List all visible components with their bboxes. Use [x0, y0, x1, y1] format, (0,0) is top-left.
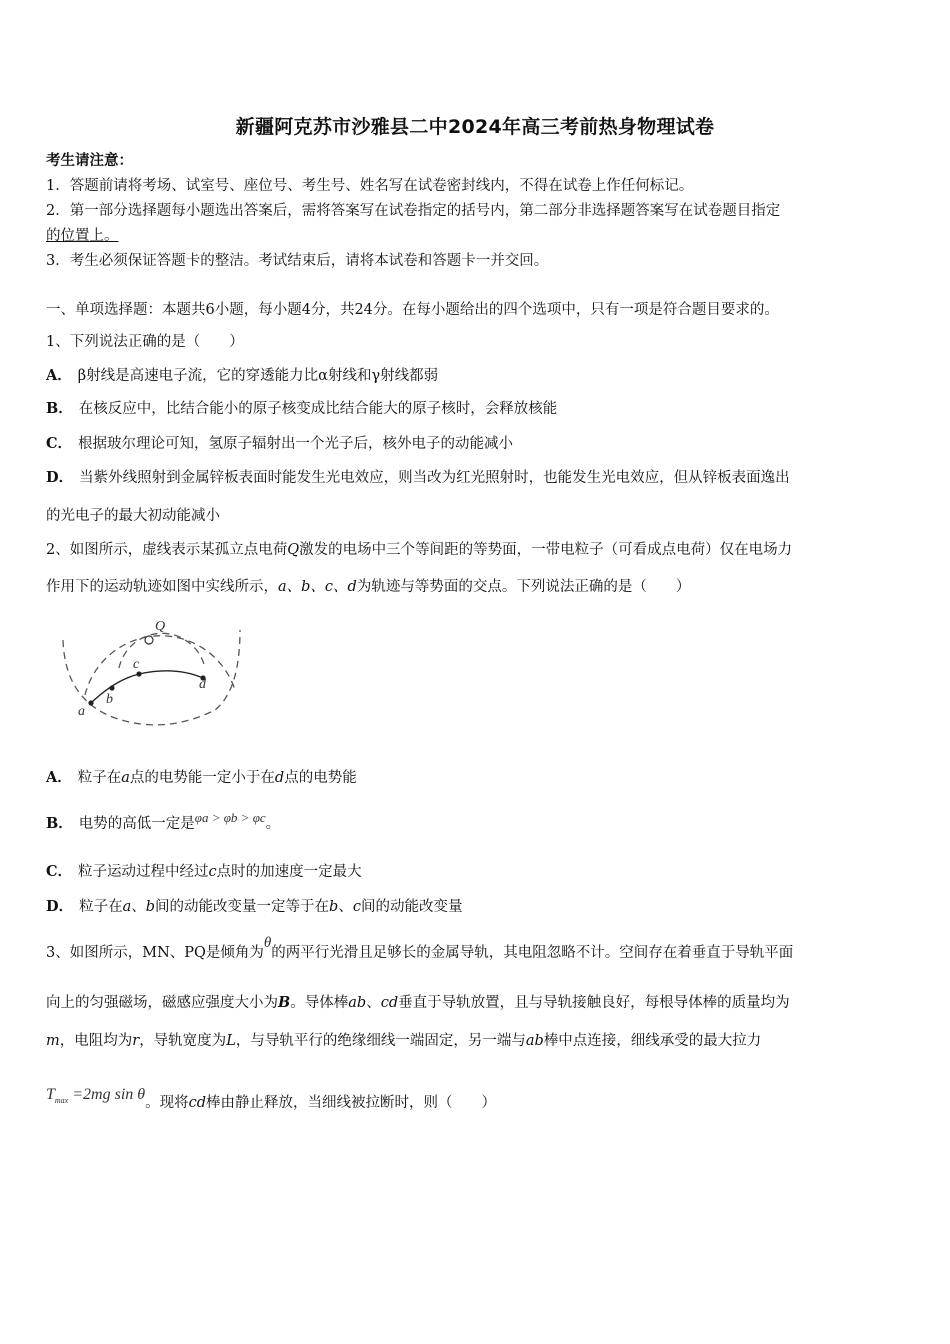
text: ，与导轨平行的绝缘细线一端固定，另一端与: [235, 1033, 526, 1049]
q1-option-d: [46, 467, 790, 489]
text: 点时的加速度一定最大: [216, 864, 362, 880]
q1-option-c: [46, 433, 513, 455]
text: ，导轨宽度为: [139, 1033, 227, 1049]
var-theta: θ: [263, 935, 272, 951]
q2-option-b: [46, 810, 281, 835]
q3-line2: [46, 992, 790, 1014]
notice-item-3: 3．考生必须保证答题卡的整洁。考试结束后，请将本试卷和答题卡一并交回。: [46, 253, 549, 269]
option-label: D．: [46, 469, 74, 486]
formula-rest: =2mg sin θ: [72, 1086, 146, 1103]
text: 粒子在: [77, 770, 122, 786]
point-b: [109, 685, 114, 690]
var: b: [145, 899, 156, 915]
text: 间的动能改变量一定等于在: [155, 899, 330, 915]
option-label: A．: [46, 367, 72, 384]
text: 点的电势能一定小于在: [129, 770, 275, 786]
q3-line4: [46, 1086, 497, 1120]
option-text: 当紫外线照射到金属锌板表面时能发生光电效应，则当改为红光照射时，也能发生光电效应，但从锌板表面逸出: [79, 470, 790, 486]
var-r: r: [132, 1033, 140, 1049]
text: 点的电势能: [284, 770, 357, 786]
potential-inequality: φa > φb > φc: [194, 810, 266, 825]
option-text: β射线是高速电子流，它的穿透能力比α射线和γ射线都弱: [77, 368, 439, 384]
text: 作用下的运动轨迹如图中实线所示，: [46, 579, 278, 595]
text: 粒子运动过程中经过: [78, 864, 209, 880]
var: a: [122, 899, 132, 915]
text: 棒中点连接，细线承受的最大拉力: [543, 1033, 762, 1049]
label-a: a: [78, 704, 85, 719]
label-d: d: [199, 677, 206, 692]
text: 3、如图所示，MN、PQ是倾角为: [46, 945, 264, 961]
var: a: [121, 770, 130, 786]
charge-Q: [145, 636, 153, 644]
equipotential-outer: [63, 630, 240, 725]
text: 间的动能改变量: [360, 899, 463, 915]
equipotential-middle: [85, 636, 235, 695]
vars: a、b、c、d: [278, 579, 357, 595]
var: c: [208, 864, 217, 880]
q1-option-b: [46, 398, 557, 420]
text: 、: [338, 899, 353, 915]
equipotential-figure: [55, 610, 255, 735]
text: 为轨迹与等势面的交点。下列说法正确的是（ ）: [356, 579, 691, 595]
label-Q: Q: [155, 619, 166, 634]
var-B: B: [278, 994, 291, 1011]
text: 。: [265, 816, 281, 832]
text: 电势的高低一定是: [78, 816, 195, 832]
equipotential-inner: [119, 633, 205, 668]
text: ，电阻均为: [59, 1033, 133, 1049]
q3-line1: [46, 935, 794, 964]
option-label: B．: [46, 400, 73, 417]
q1-option-d-cont: 的光电子的最大初动能减小: [46, 508, 220, 524]
text: 棒由静止释放，当细线被拉断时，则（ ）: [206, 1095, 497, 1111]
var: c: [352, 899, 361, 915]
point-c: [136, 671, 141, 676]
q2-stem-line1: [46, 539, 792, 561]
option-text: 在核反应中，比结合能小的原子核变成比结合能大的原子核时，会释放核能: [78, 401, 558, 417]
option-label: A．: [46, 769, 72, 786]
label-c: c: [133, 657, 140, 672]
text: 向上的匀强磁场，磁感应强度大小为: [46, 995, 278, 1011]
option-label: C．: [46, 435, 73, 452]
notice-item-2-cont: 的位置上。: [46, 228, 119, 244]
notice-item-2: 2．第一部分选择题每小题选出答案后，需将答案写在试卷指定的括号内，第二部分非选择题答案写在试卷题目指定: [46, 203, 781, 219]
var-ab: ab: [348, 995, 367, 1011]
var-Q: Q: [287, 542, 300, 558]
text: 、: [131, 899, 146, 915]
text: 激发的电场中三个等间距的等势面，一带电粒子（可看成点电荷）仅在电场力: [299, 542, 793, 558]
q2-option-c: [46, 861, 362, 883]
var-m: m: [46, 1033, 60, 1049]
q2-option-a: [46, 767, 357, 789]
formula-sub: max: [54, 1096, 69, 1106]
text: 粒子在: [79, 899, 123, 915]
option-label: D．: [46, 898, 74, 915]
var: d: [274, 770, 285, 786]
q2-stem-line2: [46, 576, 690, 598]
notice-heading: 考生请注意：: [46, 152, 133, 169]
var-cd: cd: [380, 995, 399, 1011]
tension-formula: [46, 1086, 146, 1106]
option-label: C．: [46, 863, 73, 880]
text: 。现将: [145, 1095, 189, 1111]
formula-T: T: [46, 1086, 55, 1103]
var-cd: cd: [188, 1095, 207, 1111]
q1-stem: 1、下列说法正确的是（ ）: [46, 334, 244, 350]
text: 2、如图所示，虚线表示某孤立点电荷: [46, 542, 288, 558]
var: b: [329, 899, 339, 915]
option-text: 根据玻尔理论可知，氢原子辐射出一个光子后，核外电子的动能减小: [78, 436, 514, 452]
text: 的两平行光滑且足够长的金属导轨，其电阻忽略不计。空间存在着垂直于导轨平面: [271, 945, 794, 961]
notice-item-1: 1．答题前请将考场、试室号、座位号、考生号、姓名写在试卷密封线内，不得在试卷上作任何标记。: [46, 178, 694, 194]
point-a: [88, 700, 93, 705]
text: 、: [366, 995, 381, 1011]
option-label: B．: [46, 815, 73, 832]
text: 垂直于导轨放置，且与导轨接触良好，每根导体棒的质量均为: [398, 995, 790, 1011]
text: 。导体棒: [290, 995, 349, 1011]
var-ab: ab: [525, 1033, 544, 1049]
q1-option-a: [46, 365, 438, 387]
q3-line3: [46, 1030, 761, 1052]
page-title: 新疆阿克苏市沙雅县二中2024年高三考前热身物理试卷: [235, 116, 715, 138]
section-heading: 一、单项选择题：本题共6小题，每小题4分，共24分。在每小题给出的四个选项中，只有一项是符合题目要求的。: [46, 302, 779, 318]
label-b: b: [106, 692, 113, 707]
var-L: L: [226, 1033, 236, 1049]
q2-option-d: [46, 896, 462, 918]
